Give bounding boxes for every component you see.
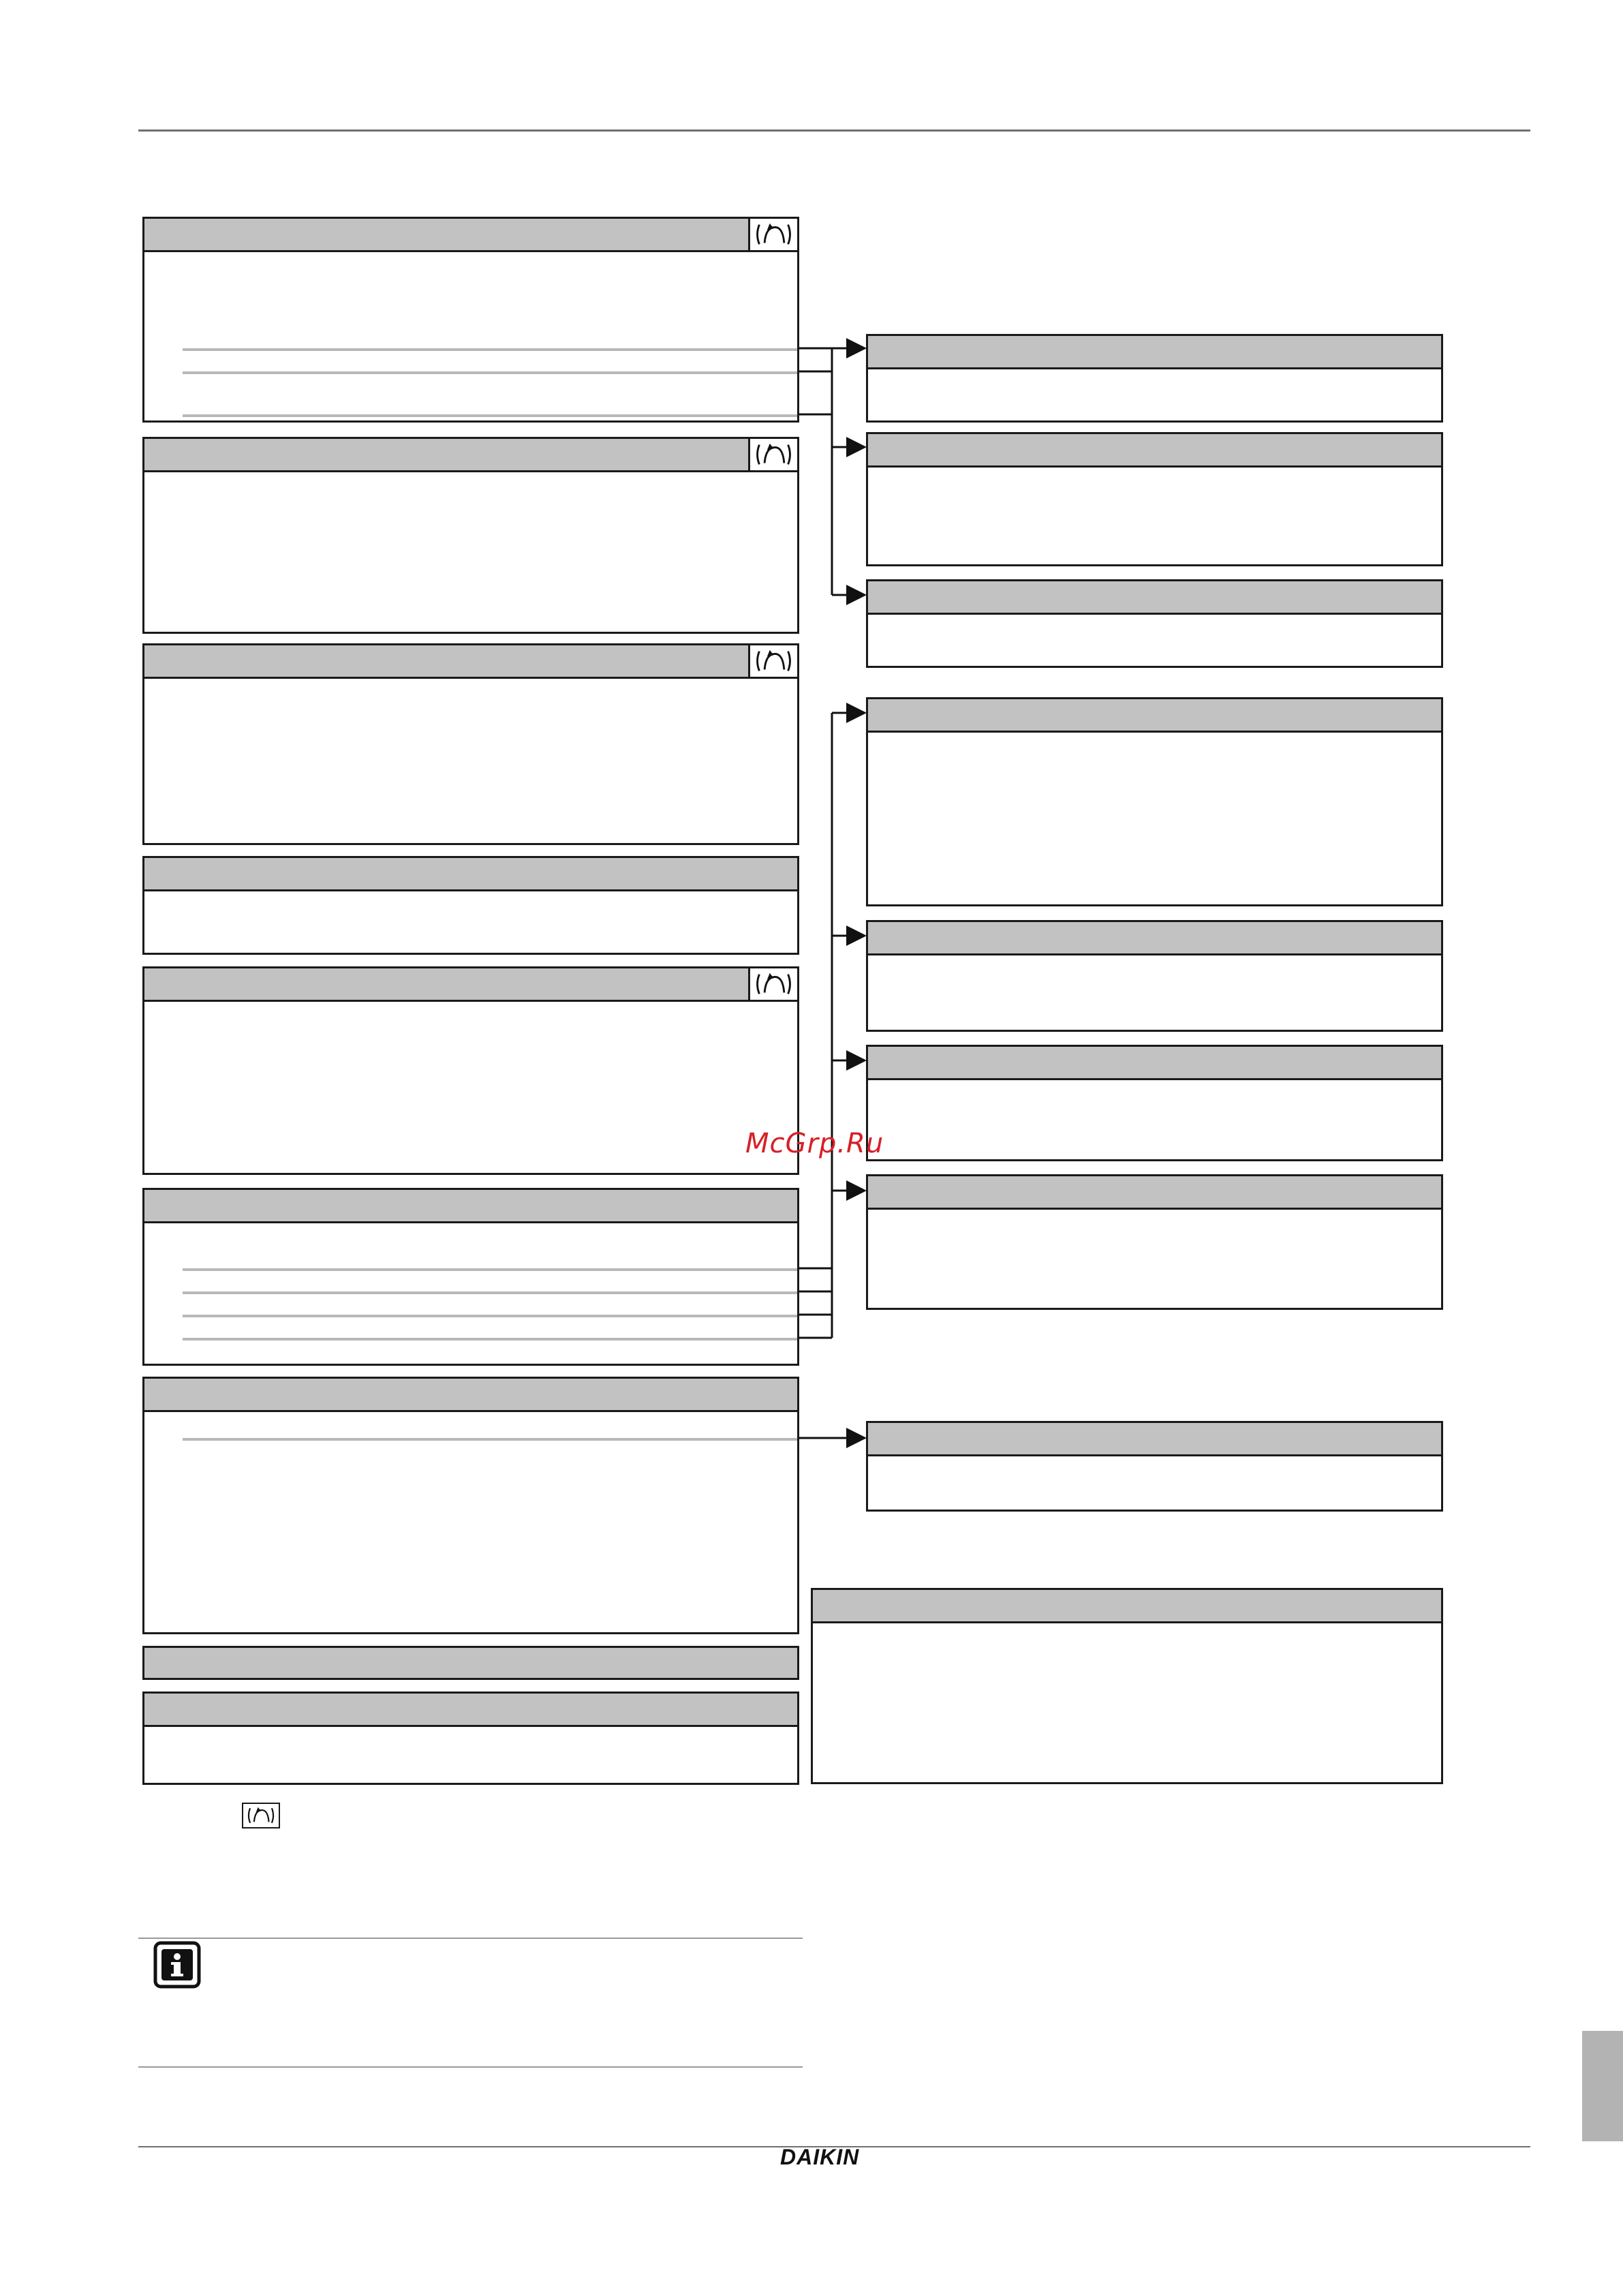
daikin-logo: DAIKIN [780, 2145, 860, 2169]
note-top-rule [138, 1938, 803, 1939]
installer-access-icon [242, 1803, 280, 1828]
side-tab [1582, 2031, 1623, 2141]
info-icon [153, 1941, 201, 1989]
note-bottom-rule [138, 2066, 803, 2068]
watermark-text: McGrp.Ru [745, 1128, 884, 1159]
